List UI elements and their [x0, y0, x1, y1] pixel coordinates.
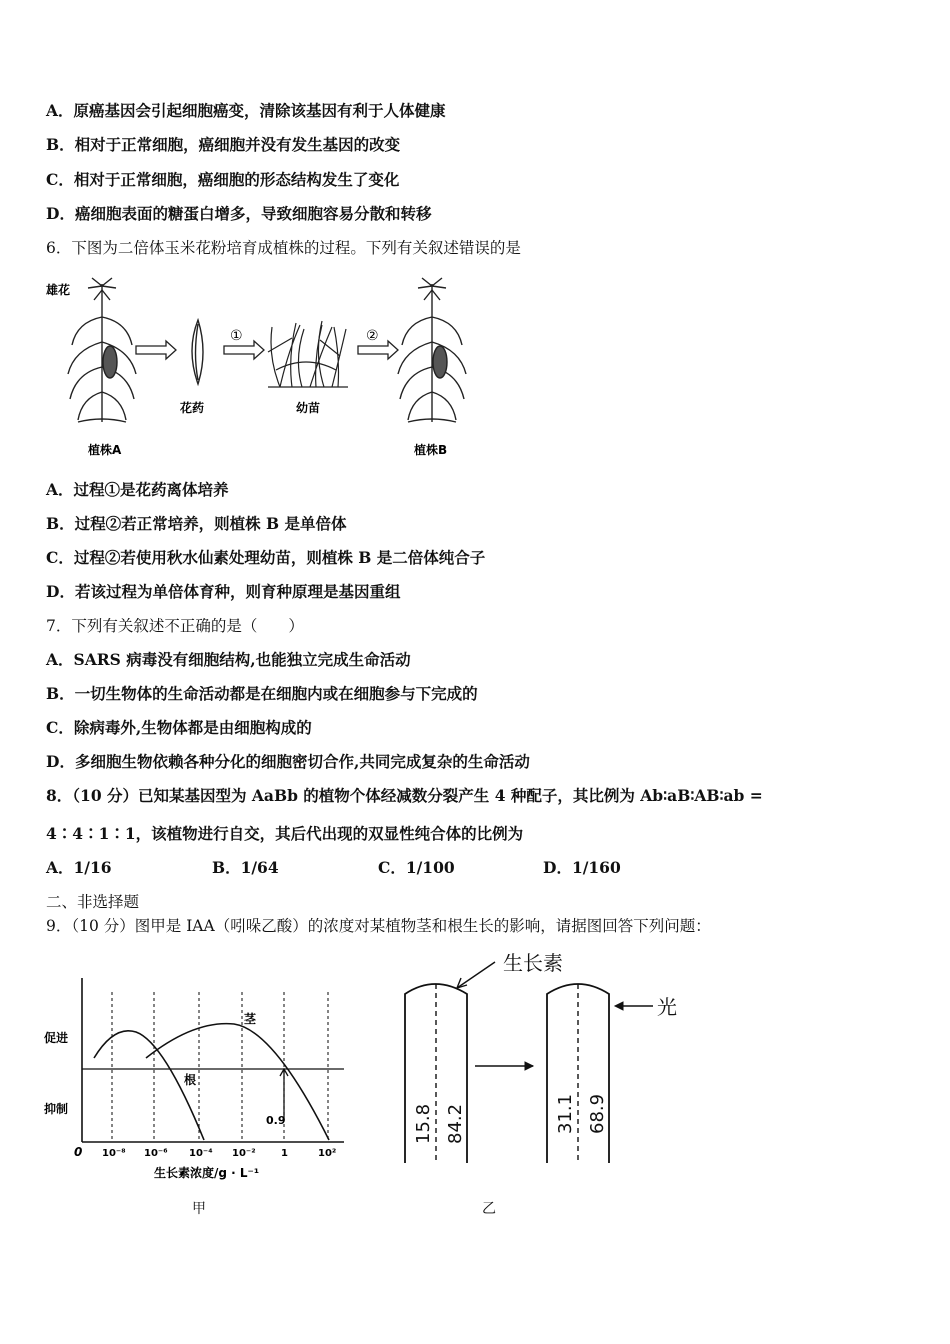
q6-option-d: D．若该过程为单倍体育种，则育种原理是基因重组: [46, 582, 401, 601]
plant-b-drawing: [398, 278, 466, 422]
origin-label: 0: [74, 1145, 83, 1159]
left-value-1: 15.8: [413, 1103, 434, 1144]
figure-jia-auxin-curve: [44, 970, 354, 1190]
figure-jia-caption: 甲: [192, 1201, 206, 1217]
q8-option-c: C．1/100: [378, 858, 455, 877]
x-axis-label: 生长素浓度/g · L⁻¹: [154, 1166, 260, 1180]
light-label: 光: [657, 995, 677, 1019]
q5-option-d: D．癌细胞表面的糖蛋白增多，导致细胞容易分散和转移: [46, 204, 432, 223]
q7-option-c: C．除病毒外,生物体都是由细胞构成的: [46, 718, 312, 737]
promote-label: 促进: [44, 1031, 69, 1045]
q6-option-a: A．过程①是花药离体培养: [46, 480, 229, 499]
xtick-1: 10⁻⁸: [102, 1148, 126, 1159]
q9-stem: 9．（10 分）图甲是 IAA（吲哚乙酸）的浓度对某植物茎和根生长的影响，请据图回答下列问题：: [46, 917, 711, 935]
q7-option-d: D．多细胞生物依赖各种分化的细胞密切合作,共同完成复杂的生命活动: [46, 752, 530, 771]
q6-option-c: C．过程②若使用秋水仙素处理幼苗，则植株 B 是二倍体纯合子: [46, 548, 486, 567]
xtick-5: 1: [281, 1148, 288, 1159]
male-flower-label: 雄花: [46, 283, 71, 297]
stem-curve: [146, 1024, 329, 1140]
q8-stem-line-2: 4∶4∶1∶1，该植物进行自交，其后代出现的双显性纯合体的比例为: [46, 824, 524, 843]
step-1-label: ①: [230, 328, 243, 344]
q8-option-b: B．1/64: [212, 858, 279, 877]
figure-yi-caption: 乙: [482, 1201, 496, 1217]
left-value-2: 84.2: [445, 1103, 466, 1144]
q7-option-b: B．一切生物体的生命活动都是在细胞内或在细胞参与下完成的: [46, 684, 478, 703]
xtick-2: 10⁻⁶: [144, 1148, 168, 1159]
xtick-3: 10⁻⁴: [189, 1148, 213, 1159]
anther-drawing: [192, 320, 203, 384]
seedling-label: 幼苗: [296, 401, 321, 415]
q5-option-b: B．相对于正常细胞，癌细胞并没有发生基因的改变: [46, 135, 401, 154]
right-value-1: 31.1: [555, 1093, 576, 1134]
right-value-2: 68.9: [587, 1093, 608, 1134]
step-2-label: ②: [366, 328, 379, 344]
figure-yi-coleoptile: [395, 948, 695, 1173]
stem-label: 茎: [244, 1012, 257, 1026]
anther-label: 花药: [180, 401, 205, 415]
q8-stem-line-1: 8．（10 分）已知某基因型为 AaBb 的植物个体经减数分裂产生 4 种配子，其比例为 Ab∶aB∶AB∶ab =: [46, 786, 763, 805]
section-heading: 二、非选择题: [46, 893, 140, 911]
value-0-9-label: 0.9: [266, 1114, 286, 1127]
plant-a-label: 植株A: [88, 443, 122, 457]
xtick-6: 10²: [318, 1148, 337, 1159]
xtick-4: 10⁻²: [232, 1148, 256, 1159]
inhibit-label: 抑制: [44, 1102, 69, 1116]
root-label: 根: [184, 1073, 197, 1087]
plant-a-drawing: [68, 278, 136, 422]
corn-breeding-figure: [40, 272, 470, 462]
q5-option-c: C．相对于正常细胞，癌细胞的形态结构发生了变化: [46, 170, 400, 189]
q8-option-d: D．1/160: [543, 858, 621, 877]
q7-option-a: A．SARS 病毒没有细胞结构,也能独立完成生命活动: [46, 650, 411, 669]
plant-b-label: 植株B: [414, 443, 448, 457]
q6-option-b: B．过程②若正常培养，则植株 B 是单倍体: [46, 514, 347, 533]
q6-stem: 6．下图为二倍体玉米花粉培育成植株的过程。下列有关叙述错误的是: [46, 239, 521, 257]
q5-option-a: A．原癌基因会引起细胞癌变，清除该基因有利于人体健康: [46, 101, 446, 120]
seedling-drawing: [268, 321, 348, 387]
auxin-label: 生长素: [503, 951, 563, 975]
arrow-1: [136, 341, 176, 359]
q7-stem: 7．下列有关叙述不正确的是（ ）: [46, 617, 304, 635]
q8-option-a: A．1/16: [46, 858, 112, 877]
